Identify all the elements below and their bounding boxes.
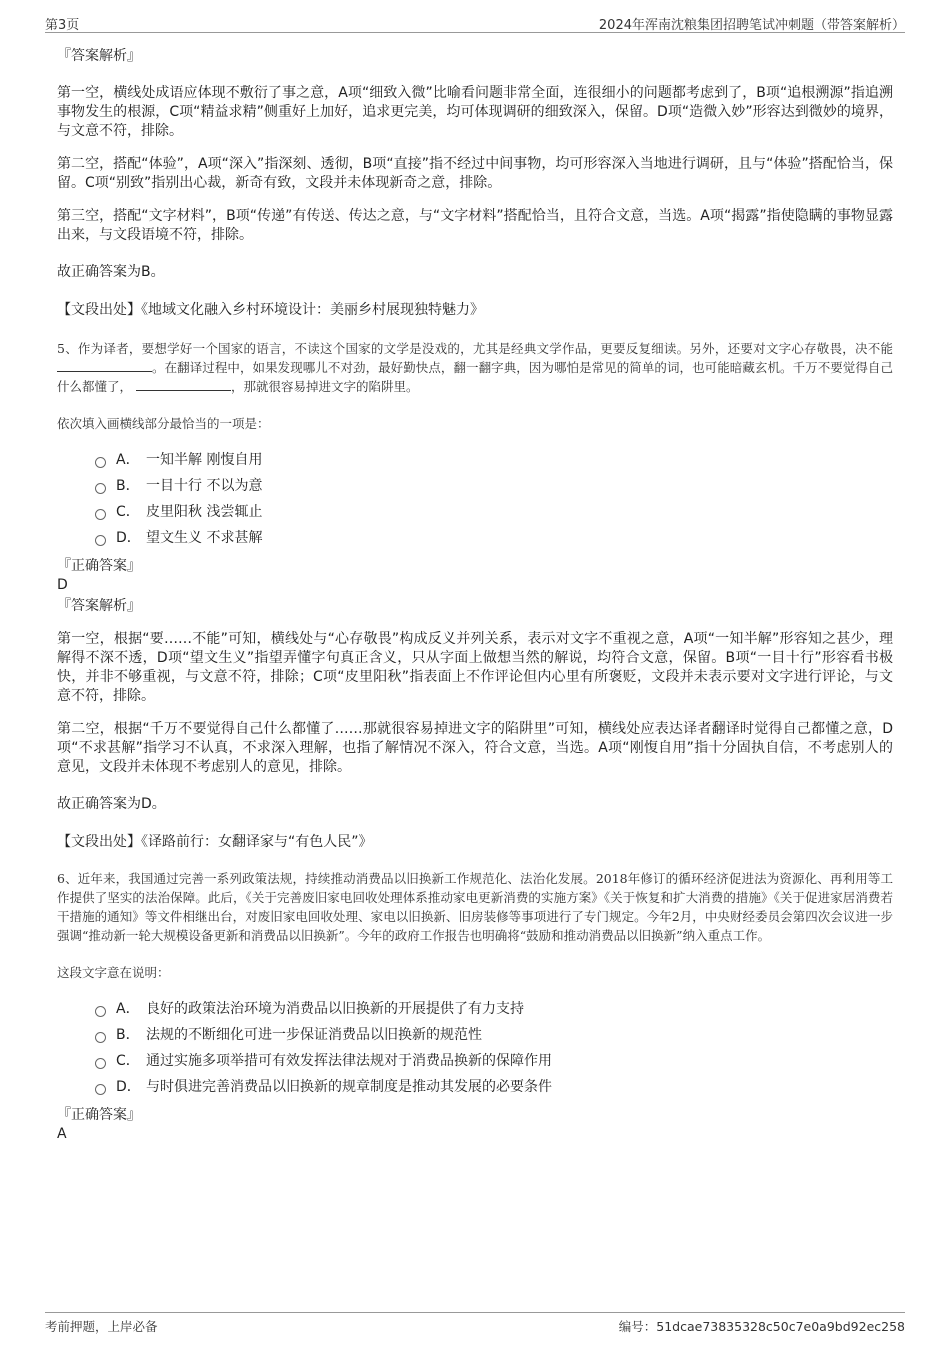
option-letter: C． xyxy=(116,1053,140,1069)
question-text-part: ，那就很容易掉进文字的陷阱里。 xyxy=(231,379,419,394)
footer-slogan: 考前押题，上岸必备 xyxy=(45,1319,158,1334)
option-letter: B． xyxy=(116,478,140,494)
radio-icon[interactable] xyxy=(95,1006,106,1017)
page-header xyxy=(45,12,905,33)
question-prompt: 这段文字意在说明： xyxy=(57,965,170,980)
question-prompt: 依次填入画横线部分最恰当的一项是： xyxy=(57,416,270,431)
option-letter: A． xyxy=(116,452,140,468)
option-d[interactable] xyxy=(95,524,893,550)
option-letter: B． xyxy=(116,1027,140,1043)
page-footer xyxy=(45,1312,905,1337)
option-letter: D． xyxy=(116,1079,141,1095)
option-text: 皮里阳秋 浅尝辄止 xyxy=(146,504,263,520)
analysis-paragraph-3: 第三空，搭配“文字材料”，B项“传递”有传送、传达之意，与“文字材料”搭配恰当，且符合文意，当选。A项“揭露”指使隐瞒的事物显露出来，与文段语境不符，排除。 xyxy=(57,208,893,243)
radio-icon[interactable] xyxy=(95,1032,106,1043)
question-6 xyxy=(57,869,893,1143)
option-b[interactable] xyxy=(95,472,893,498)
option-letter: D． xyxy=(116,530,141,546)
radio-icon[interactable] xyxy=(95,457,106,468)
correct-answer-tag: 『正确答案』 xyxy=(57,1107,141,1123)
text-source: 【文段出处】《地域文化融入乡村环境设计：美丽乡村展现独特魅力》 xyxy=(57,302,484,318)
question-text-part: 。在翻译过程中，如果发现哪儿不对劲，最好勤快点，翻一翻字典，因为哪怕是常见的简单的词，也可能暗藏玄机。千万不要觉得自己什么都懂了， xyxy=(57,360,893,394)
option-d[interactable] xyxy=(95,1073,893,1099)
option-list xyxy=(95,995,893,1099)
correct-answer: A xyxy=(57,1126,67,1142)
fill-blank-2 xyxy=(136,378,231,391)
option-a[interactable] xyxy=(95,995,893,1021)
option-text: 法规的不断细化可进一步保证消费品以旧换新的规范性 xyxy=(146,1027,482,1043)
option-a[interactable] xyxy=(95,446,893,472)
analysis-tag: 『答案解析』 xyxy=(57,598,141,614)
radio-icon[interactable] xyxy=(95,1058,106,1069)
conclusion: 故正确答案为D。 xyxy=(57,796,166,812)
document-code: 编号：51dcae73835328c50c7e0a9bd92ec258 xyxy=(618,1319,905,1334)
radio-icon[interactable] xyxy=(95,483,106,494)
option-text: 良好的政策法治环境为消费品以旧换新的开展提供了有力支持 xyxy=(146,1001,524,1017)
question-5 xyxy=(57,339,893,851)
option-text: 望文生义 不求甚解 xyxy=(146,530,263,546)
option-letter: A． xyxy=(116,1001,140,1017)
correct-answer: D xyxy=(57,577,68,593)
option-text: 通过实施多项举措可有效发挥法律法规对于消费品换新的保障作用 xyxy=(146,1053,552,1069)
fill-blank-1 xyxy=(57,359,152,372)
radio-icon[interactable] xyxy=(95,535,106,546)
radio-icon[interactable] xyxy=(95,509,106,520)
analysis-tag: 『答案解析』 xyxy=(57,48,141,64)
option-letter: C． xyxy=(116,504,140,520)
option-list xyxy=(95,446,893,550)
conclusion: 故正确答案为B。 xyxy=(57,264,165,280)
analysis-paragraph-2: 第二空，根据“千万不要觉得自己什么都懂了……那就很容易掉进文字的陷阱里”可知，横线处应表达译者翻译时觉得自己都懂之意，D项“不求甚解”指学习不认真，不求深入理解，也指了解情况不深入，符合文意，当选。A项“刚愎自用”指十分固执自信，不考虑别人的意见，文段并未体现不考虑别人的意见，排除。 xyxy=(57,721,893,775)
option-text: 一目十行 不以为意 xyxy=(146,478,263,494)
analysis-paragraph-1: 第一空，横线处成语应体现不敷衍了事之意，A项“细致入微”比喻看问题非常全面，连很细小的问题都考虑到了，B项“追根溯源”指追溯事物发生的根源，C项“精益求精”侧重好上加好，追求更完美，均可体现调研的细致深入，保留。D项“造微入妙”形容达到微妙的境界，与文意不符，排除。 xyxy=(57,85,893,139)
page-number: 第3页 xyxy=(45,18,80,33)
text-source: 【文段出处】《译路前行：女翻译家与“有色人民”》 xyxy=(57,834,373,850)
document-title: 2024年浑南沈粮集团招聘笔试冲刺题（带答案解析） xyxy=(598,18,905,33)
analysis-paragraph-2: 第二空，搭配“体验”，A项“深入”指深刻、透彻，B项“直接”指不经过中间事物，均可形容深入当地进行调研，且与“体验”搭配恰当，保留。C项“别致”指别出心裁，新奇有致，文段并未体现新奇之意，排除。 xyxy=(57,156,893,191)
option-c[interactable] xyxy=(95,498,893,524)
option-text: 一知半解 刚愎自用 xyxy=(146,452,263,468)
option-b[interactable] xyxy=(95,1021,893,1047)
question-text: 6、近年来，我国通过完善一系列政策法规，持续推动消费品以旧换新工作规范化、法治化发展。2018年修订的循环经济促进法为资源化、再利用等工作提供了坚实的法治保障。此后，《关于完善废旧家电回收处理体系推动家电更新消费的实施方案》《关于恢复和扩大消费的措施》《关于促进家居消费若干措施的通知》等文件相继出台，对废旧家电回收处理、家电以旧换新、旧房装修等事项进行了专门规定。今年2月，中央财经委员会第四次会议进一步强调“推动新一轮大规模设备更新和消费品以旧换新”。今年的政府工作报告也明确将“鼓励和推动消费品以旧换新”纳入重点工作。 xyxy=(57,871,893,943)
question-4-analysis xyxy=(57,46,893,319)
question-text xyxy=(57,339,893,396)
question-text-part: 5、作为译者，要想学好一个国家的语言，不读这个国家的文学是没戏的，尤其是经典文学作品，更要反复细读。另外，还要对文字心存敬畏，决不能 xyxy=(57,341,893,356)
correct-answer-tag: 『正确答案』 xyxy=(57,558,141,574)
analysis-paragraph-1: 第一空，根据“要……不能”可知，横线处与“心存敬畏”构成反义并列关系，表示对文字不重视之意，A项“一知半解”形容知之甚少，理解得不深不透，D项“望文生义”指望弄懂字句真正含义，只从字面上做想当然的解说，均符合文意，保留。B项“一目十行”形容看书极快，并非不够重视，与文意不符，排除；C项“皮里阳秋”指表面上不作评论但内心里有所褒贬，文段并未表示要对文字进行评论，与文意不符，排除。 xyxy=(57,631,893,704)
option-c[interactable] xyxy=(95,1047,893,1073)
radio-icon[interactable] xyxy=(95,1084,106,1095)
page-content xyxy=(57,38,893,1143)
option-text: 与时俱进完善消费品以旧换新的规章制度是推动其发展的必要条件 xyxy=(146,1079,552,1095)
